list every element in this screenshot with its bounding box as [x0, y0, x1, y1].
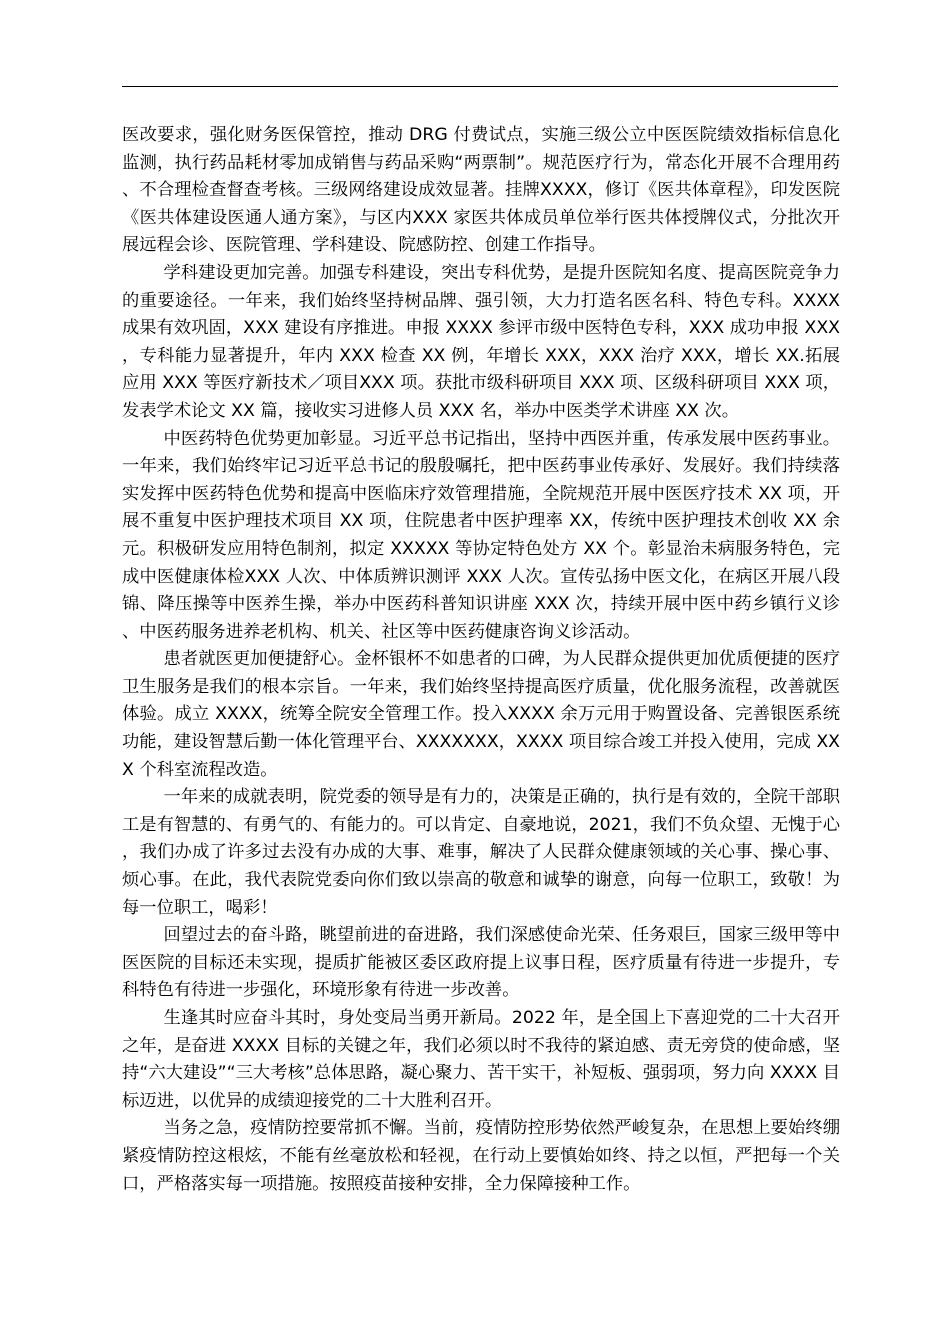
paragraph-2022-goals: 生逢其时应奋斗其时，身处变局当勇开新局。2022 年，是全国上下喜迎党的二十大召开之年，是奋进 XXXX 目标的关键之年，我们必须以时不我待的紧迫感、责无旁贷的使命感，坚持“六大建设”“三大考核”总体思路，凝心聚力、苦干实干，补短板、强弱项，努力向 XXXX 目标迈进，以优异的成绩迎接党的二十大胜利召开。: [122, 1008, 840, 1111]
paragraph-looking-back: 回望过去的奋斗路，眺望前进的奋进路，我们深感使命光荣、任务艰巨，国家三级甲等中医医院的目标还未实现，提质扩能被区委区政府提上议事日程，医疗质量有待进一步提升，专科特色有待进一步强化，环境形象有待进一步改善。: [122, 925, 840, 1001]
paragraph-epidemic-control: 当务之急，疫情防控要常抓不懈。当前，疫情防控形势依然严峻复杂，在思想上要始终绷紧疫情防控这根炫，不能有丝毫放松和轻视，在行动上要慎始如终、持之以恒，严把每一个关口，严格落实每一项措施。按照疫苗接种安排，全力保障接种工作。: [122, 1118, 840, 1194]
paragraph-tcm-advantages: 中医药特色优势更加彰显。习近平总书记指出，坚持中西医并重，传承发展中医药事业。一年来，我们始终牢记习近平总书记的殷殷嘱托，把中医药事业传承好、发展好。我们持续落实发挥中医药特色优势和提高中医临床疗效管理措施，全院规范开展中医医疗技术 XX 项，开展不重复中医护理技术项目 XX 项，住院患者中医护理率 XX，传统中医护理技术创收 XX 余元。积极研发应用特色制剂，拟定 XXXXX 等协定特色处方 XX 个。彰显治未病服务特色，完成中医健康体检XXX 人次、中体质辨识测评 XXX 人次。宣传弘扬中医文化，在病区开展八段锦、降压操等中医养生操，举办中医药科普知识讲座 XXX 次，持续开展中医中药乡镇行义诊、中医药服务进养老机构、机关、社区等中医药健康咨询义诊活动。: [122, 428, 840, 642]
document-body: [122, 122, 840, 1198]
paragraph-discipline-construction: 学科建设更加完善。加强专科建设，突出专科优势，是提升医院知名度、提高医院竞争力的重要途径。一年来，我们始终坚持树品牌、强引领，大力打造名医名科、特色专科。XXXX 成果有效巩固，XXX 建设有序推进。申报 XXXX 参评市级中医特色专科，XXX 成功申报 XXX，专科能力显著提升，年内 XXX 检查 XX 例，年增长 XXX，XXX 治疗 XXX，增长 XX.拓展应用 XXX 等医疗新技术／项目XXX 项。获批市级科研项目 XXX 项、区级科研项目 XXX 项，发表学术论文 XX 篇，接收实习进修人员 XXX 名，举办中医类学术讲座 XX 次。: [122, 262, 840, 421]
paragraph-medical-reform: 医改要求，强化财务医保管控，推动 DRG 付费试点，实施三级公立中医医院绩效指标信息化监测，执行药品耗材零加成销售与药品采购“两票制”。规范医疗行为，常态化开展不合理用药、不合理检查督查考核。三级网络建设成效显著。挂牌XXXX，修订《医共体章程》，印发医院《医共体建设医通人通方案》，与区内XXX 家医共体成员单位举行医共体授牌仪式，分批次开展远程会诊、医院管理、学科建设、院感防控、创建工作指导。: [122, 125, 840, 256]
paragraph-achievements: 一年来的成就表明，院党委的领导是有力的，决策是正确的，执行是有效的，全院干部职工是有智慧的、有勇气的、有能力的。可以肯定、自豪地说，2021，我们不负众望、无愧于心，我们办成了许多过去没有办成的大事、难事，解决了人民群众健康领域的关心事、操心事、烦心事。在此，我代表院党委向你们致以崇高的敬意和诚挚的谢意，向每一位职工，致敬！为每一位职工，喝彩！: [122, 787, 840, 918]
paragraph-patient-convenience: 患者就医更加便捷舒心。金杯银杯不如患者的口碑，为人民群众提供更加优质便捷的医疗卫生服务是我们的根本宗旨。一年来，我们始终坚持提高医疗质量，优化服务流程，改善就医体验。成立 XXXX，统筹全院安全管理工作。投入XXXX 余万元用于购置设备、完善银医系统功能，建设智慧后勤一体化管理平台、XXXXXXX，XXXX 项目综合竣工并投入使用，完成 XXX 个科室流程改造。: [122, 649, 840, 780]
header-divider: [122, 86, 838, 87]
